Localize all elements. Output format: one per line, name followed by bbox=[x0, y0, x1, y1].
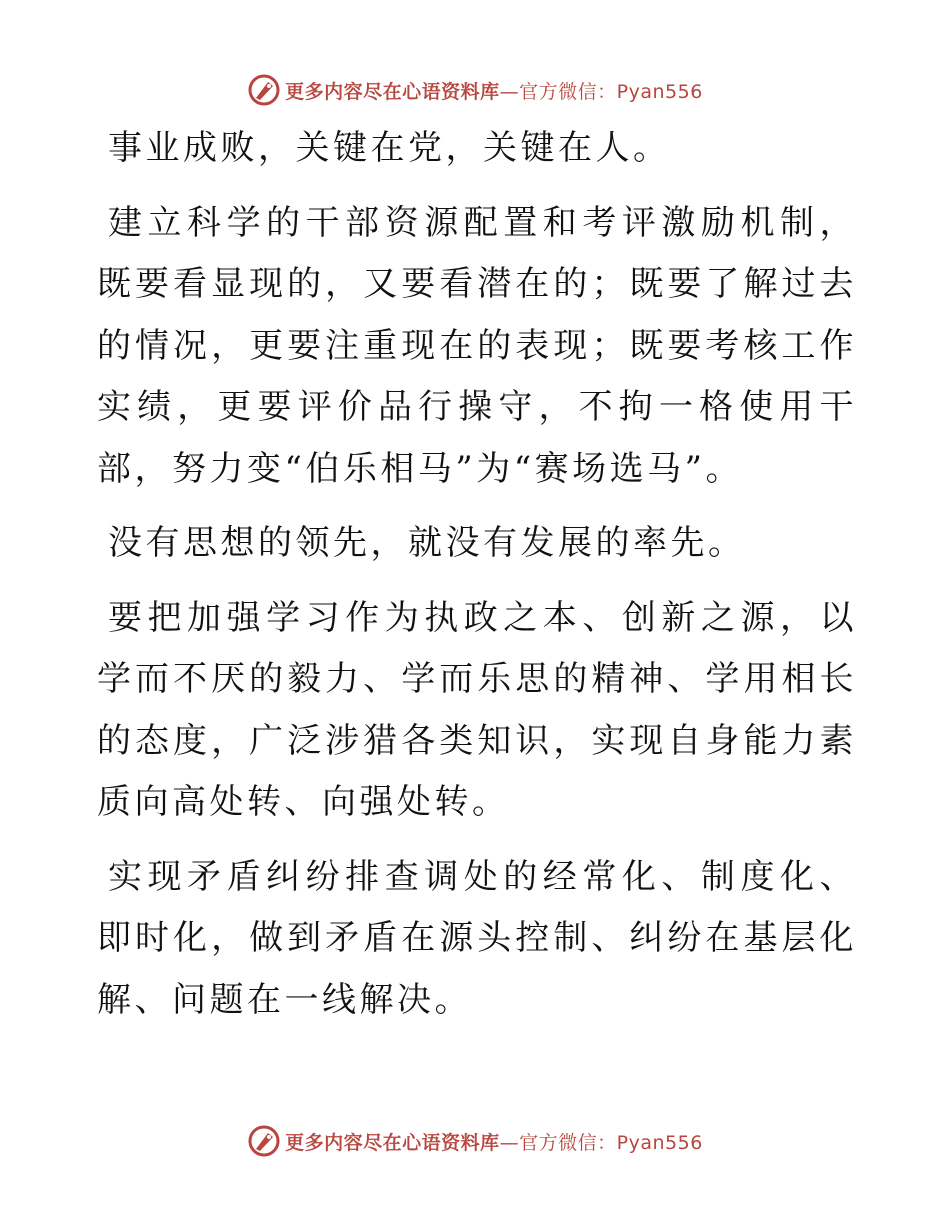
banner-dash: — bbox=[499, 1131, 520, 1154]
banner-text bbox=[285, 77, 703, 104]
paragraph-4: 要把加强学习作为执政之本、创新之源，以学而不厌的毅力、学而乐思的精神、学用相长的态度，广泛涉猎各类知识，实现自身能力素质向高处转、向强处转。 bbox=[97, 597, 857, 822]
banner-lead: 更多内容尽在心语资料库 bbox=[285, 1131, 500, 1154]
banner-contact: 官方微信：Pyan556 bbox=[519, 1131, 703, 1154]
paragraph-5: 实现矛盾纠纷排查调处的经常化、制度化、即时化，做到矛盾在源头控制、纠纷在基层化解、问题在一线解决。 bbox=[97, 856, 857, 1020]
banner-lead: 更多内容尽在心语资料库 bbox=[285, 80, 500, 103]
banner-contact: 官方微信：Pyan556 bbox=[519, 80, 703, 103]
paragraph-1: 事业成败，关键在党，关键在人。 bbox=[108, 128, 671, 168]
header-banner bbox=[0, 70, 950, 110]
banner-text bbox=[285, 1128, 703, 1155]
document-body bbox=[97, 118, 857, 1044]
paragraph-3: 没有思想的领先，就没有发展的率先。 bbox=[108, 523, 746, 563]
pen-nib-circle-icon bbox=[247, 1124, 281, 1158]
banner-dash: — bbox=[499, 80, 520, 103]
pen-nib-circle-icon bbox=[247, 73, 281, 107]
footer-banner bbox=[0, 1121, 950, 1161]
paragraph-2: 建立科学的干部资源配置和考评激励机制，既要看显现的，又要看潜在的；既要了解过去的情况，更要注重现在的表现；既要考核工作实绩，更要评价品行操守，不拘一格使用干部，努力变“伯乐相马”为“赛场选马”。 bbox=[97, 202, 857, 489]
